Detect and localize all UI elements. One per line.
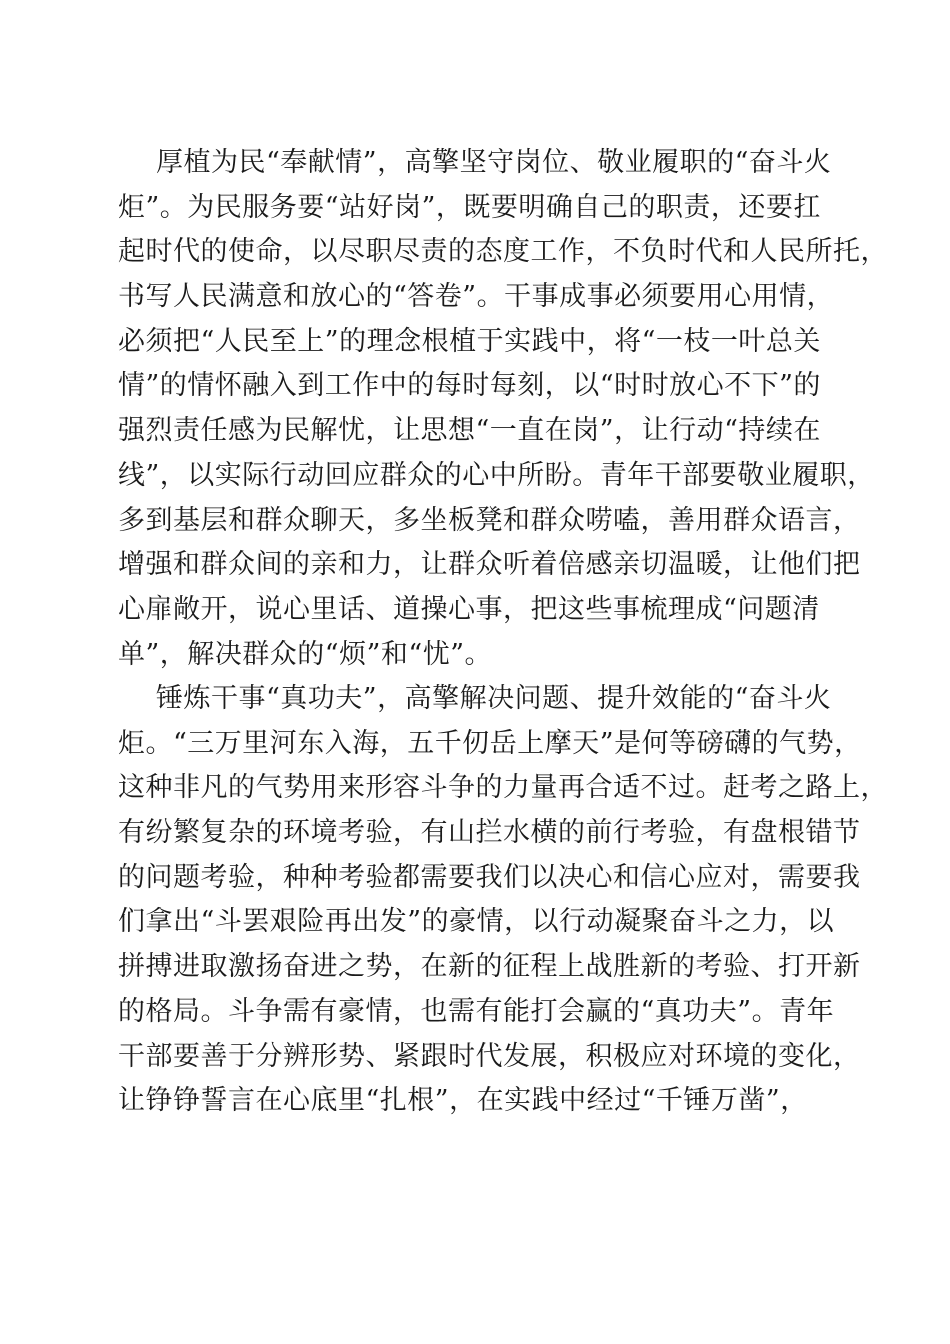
text-line: 多到基层和群众聊天，多坐板凳和群众唠嗑，善用群众语言， (118, 504, 861, 536)
text-line: 必须把“人民至上”的理念根植于实践中，将“一枝一叶总关 (118, 325, 821, 357)
text-line: 情”的情怀融入到工作中的每时每刻，以“时时放心不下”的 (118, 370, 821, 402)
text-line: 们拿出“斗罢艰险再出发”的豪情，以行动凝聚奋斗之力，以 (118, 906, 835, 938)
text-line: 炬”。为民服务要“站好岗”，既要明确自己的职责，还要扛 (118, 191, 821, 223)
text-line: 锤炼干事“真功夫”，高擎解决问题、提升效能的“奋斗火 (156, 683, 832, 714)
text-line: 单”，解决群众的“烦”和“忧”。 (118, 638, 493, 670)
text-line: 干部要善于分辨形势、紧跟时代发展，积极应对环境的变化， (118, 1040, 861, 1072)
text-line: 拼搏进取激扬奋进之势，在新的征程上战胜新的考验、打开新 (118, 951, 861, 983)
text-line: 的格局。斗争需有豪情，也需有能打会赢的“真功夫”。青年 (118, 995, 835, 1027)
text-line: 心扉敞开，说心里话、道操心事，把这些事梳理成“问题清 (118, 593, 820, 625)
paragraph-real-skills (118, 677, 888, 1124)
text-line: 有纷繁复杂的环境考验，有山拦水横的前行考验，有盘根错节 (118, 817, 861, 849)
text-line: 厚植为民“奉献情”，高擎坚守岗位、敬业履职的“奋斗火 (156, 147, 832, 178)
paragraph-dedication (118, 141, 888, 677)
text-line: 线”，以实际行动回应群众的心中所盼。青年干部要敬业履职， (118, 459, 875, 491)
text-line: 书写人民满意和放心的“答卷”。干事成事必须要用心用情， (118, 281, 835, 313)
text-line: 炬。“三万里河东入海，五千仞岳上摩天”是何等磅礴的气势， (118, 727, 862, 759)
text-line: 增强和群众间的亲和力，让群众听着倍感亲切温暖，让他们把 (118, 549, 861, 581)
text-line: 强烈责任感为民解忧，让思想“一直在岗”，让行动“持续在 (118, 415, 821, 447)
text-line: 这种非凡的气势用来形容斗争的力量再合适不过。赶考之路上， (118, 772, 888, 804)
text-line: 让铮铮誓言在心底里“扎根”，在实践中经过“千锤万凿”， (118, 1085, 808, 1117)
text-line: 起时代的使命，以尽职尽责的态度工作，不负时代和人民所托， (118, 236, 888, 268)
text-line: 的问题考验，种种考验都需要我们以决心和信心应对，需要我 (118, 861, 861, 893)
